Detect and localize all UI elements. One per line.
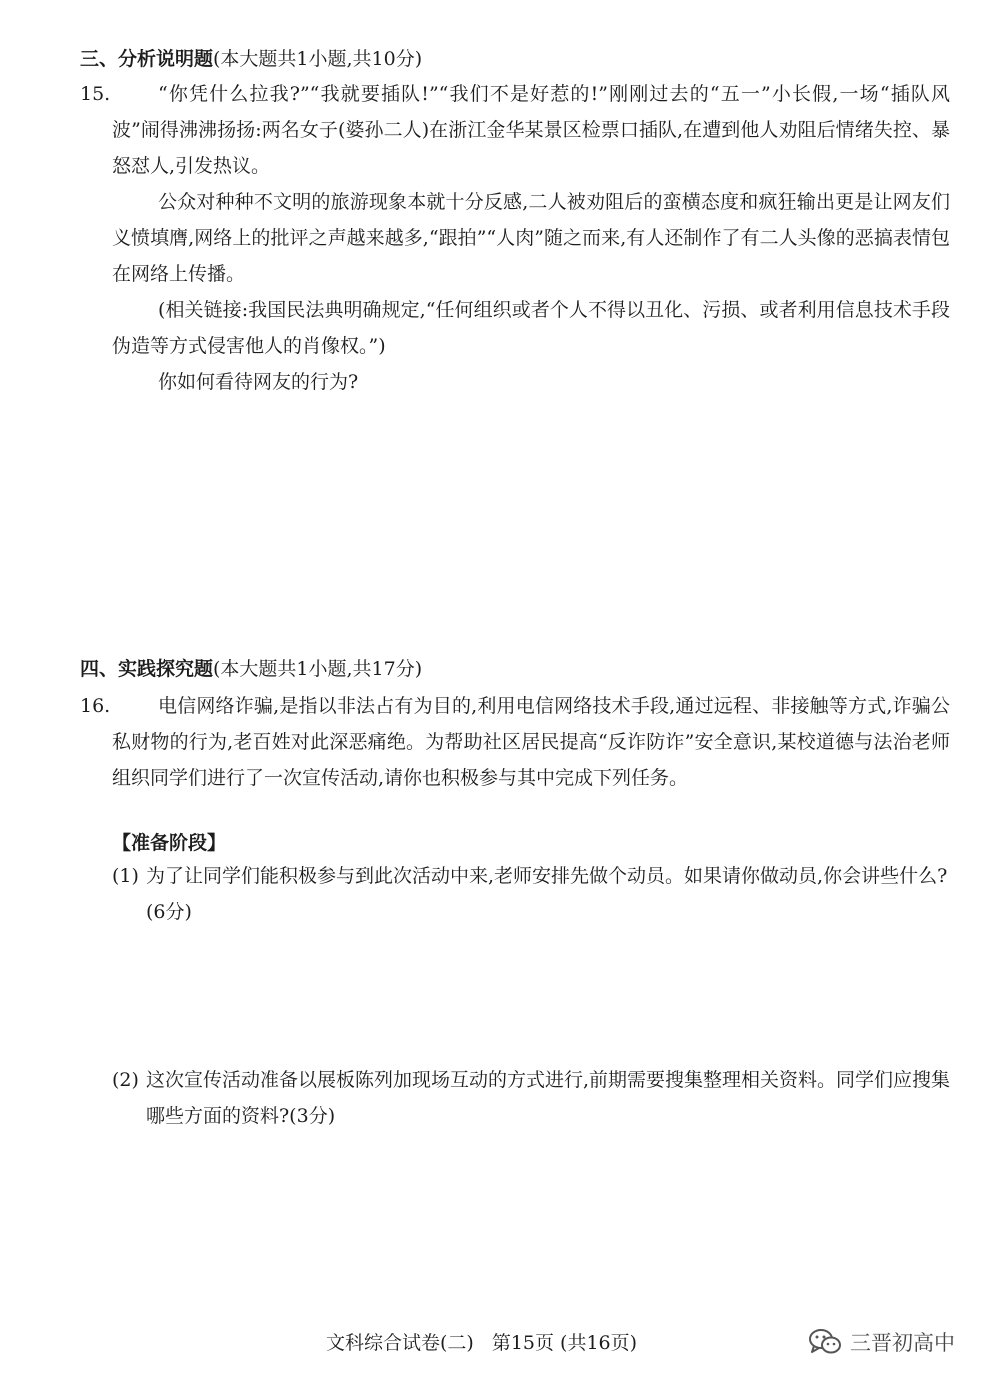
section-heading-4: [80, 656, 422, 682]
question-number: 16.: [80, 695, 111, 717]
question-paragraph: 电信网络诈骗,是指以非法占有为目的,利用电信网络技术手段,通过远程、非接触等方式,诈骗公私财物的行为,老百姓对此深恶痛绝。为帮助社区居民提高“反诈防诈”安全意识,某校道德与法治老师组织同学们进行了一次宣传活动,请你也积极参与其中完成下列任务。: [112, 695, 950, 789]
sub-question-text: 为了让同学们能积极参与到此次活动中来,老师安排先做个动员。如果请你做动员,你会讲些什么?(6分): [146, 865, 948, 923]
wechat-icon: [808, 1327, 842, 1357]
section-heading-3: [80, 46, 422, 72]
question-16-body: [112, 688, 950, 796]
sub-question-1: [112, 858, 954, 930]
question-number: 15.: [80, 83, 111, 105]
sub-question-text: 这次宣传活动准备以展板陈列加现场互动的方式进行,前期需要搜集整理相关资料。同学们应搜集哪些方面的资料?(3分): [146, 1069, 951, 1127]
question-15-body: [112, 76, 950, 400]
page-footer: [326, 1330, 655, 1356]
stage-label: 【准备阶段】: [112, 832, 227, 854]
sub-question-label: (1): [112, 865, 139, 887]
section-note: (本大题共1小题,共17分): [213, 658, 423, 680]
question-paragraph: 公众对种种不文明的旅游现象本就十分反感,二人被劝阻后的蛮横态度和疯狂输出更是让网友们义愤填膺,网络上的批评之声越来越多,“跟拍”“人肉”随之而来,有人还制作了有二人头像的恶搞表情包在网络上传播。: [112, 191, 950, 285]
question-paragraph: “你凭什么拉我?”“我就要插队!”“我们不是好惹的!”刚刚过去的“五一”小长假,一场“插队风波”闹得沸沸扬扬:两名女子(婆孙二人)在浙江金华某景区检票口插队,在遭到他人劝阻后情绪失控、暴怒怼人,引发热议。: [112, 83, 950, 177]
watermark-text: 三晋初高中: [850, 1331, 955, 1355]
question-prompt: 你如何看待网友的行为?: [158, 371, 359, 393]
watermark: [808, 1325, 955, 1359]
exam-subject: 文科综合试卷(二): [326, 1332, 474, 1354]
section-note: (本大题共1小题,共10分): [213, 48, 423, 70]
sub-question-label: (2): [112, 1069, 139, 1091]
sub-question-2: [112, 1062, 954, 1134]
section-title: 四、实践探究题: [80, 658, 214, 680]
page-number: 第15页 (共16页): [491, 1332, 638, 1354]
section-title: 三、分析说明题: [80, 48, 214, 70]
related-link-paragraph: (相关链接:我国民法典明确规定,“任何组织或者个人不得以丑化、污损、或者利用信息技术手段伪造等方式侵害他人的肖像权。”): [112, 299, 950, 357]
